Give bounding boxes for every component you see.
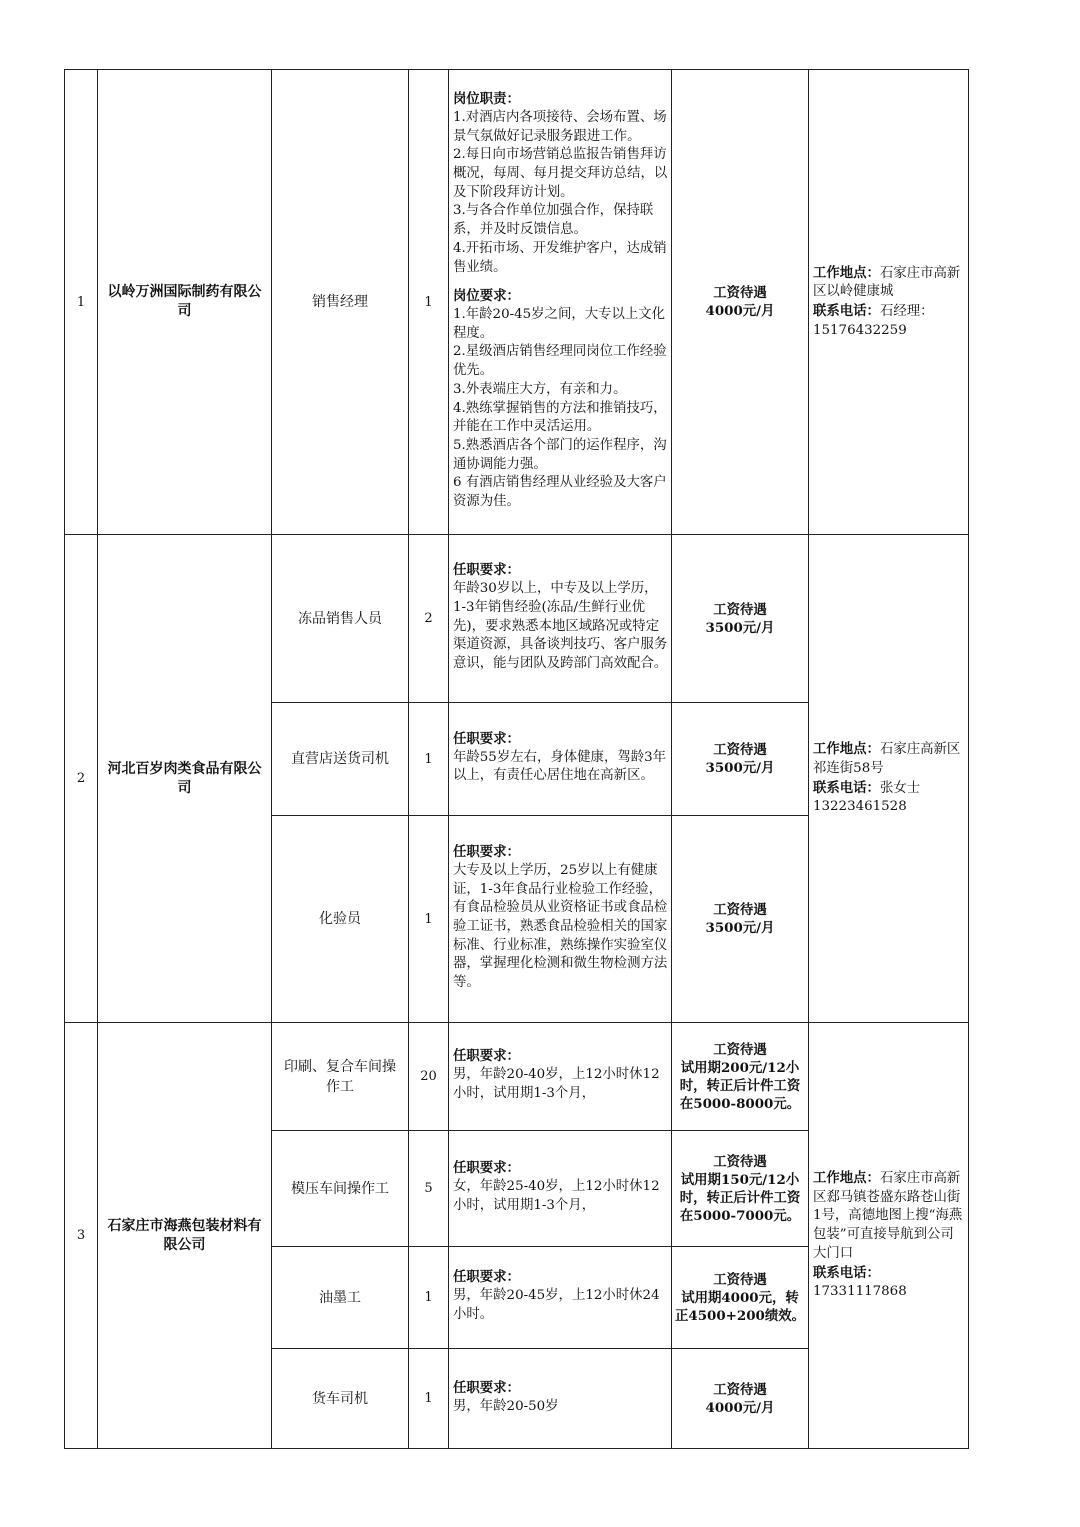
requirement-item: 男，年龄20-40岁，上12小时休12小时，试用期1-3个月， <box>453 1067 660 1101</box>
salary-heading: 工资待遇 <box>713 742 767 758</box>
headcount: 20 <box>409 1023 449 1131</box>
salary-heading: 工资待遇 <box>713 601 767 618</box>
salary-cell <box>672 70 809 535</box>
salary-value: 试用期4000元，转正4500+200绩效。 <box>675 1289 806 1324</box>
table-row <box>65 1023 969 1131</box>
headcount: 2 <box>409 535 449 703</box>
salary-value: 3500元/月 <box>705 920 775 936</box>
duty-item: 3.与各合作单位加强合作，保持联系，并及时反馈信息。 <box>453 203 654 238</box>
job-description <box>449 70 672 535</box>
salary-heading: 工资待遇 <box>713 285 767 301</box>
requirement-item: 男，年龄20-45岁，上12小时休24小时。 <box>453 1288 660 1322</box>
requirement-item: 4.熟练掌握销售的方法和推销技巧，并能在工作中灵活运用。 <box>453 400 667 435</box>
salary-cell <box>672 1131 809 1247</box>
job-description <box>449 1247 672 1349</box>
phone-label: 联系电话： <box>813 1264 880 1281</box>
address-value: 石家庄市高新区以岭健康城 <box>813 265 961 300</box>
duty-item: 4.开拓市场、开发维护客户，达成销售业绩。 <box>453 240 667 275</box>
requirement-item: 年龄55岁左右，身体健康，驾龄3年以上，有责任心居住地在高新区。 <box>453 749 667 784</box>
salary-cell <box>672 816 809 1023</box>
salary-value: 4000元/月 <box>705 303 775 319</box>
position-title: 化验员 <box>272 816 409 1023</box>
headcount: 1 <box>409 1349 449 1449</box>
company-name: 以岭万洲国际制药有限公司 <box>98 70 272 535</box>
contact-cell <box>809 70 969 535</box>
requirement-item: 6 有酒店销售经理从业经验及大客户资源为佳。 <box>453 475 667 510</box>
table-row <box>65 535 969 703</box>
job-description <box>449 1023 672 1131</box>
requirements-heading: 任职要求： <box>453 562 520 579</box>
company-number: 2 <box>65 535 98 1023</box>
phone-label: 联系电话： <box>813 779 880 796</box>
phone-value: 17331117868 <box>813 1284 907 1300</box>
phone-value: 石经理：15176432259 <box>813 304 934 338</box>
salary-heading: 工资待遇 <box>713 1271 767 1288</box>
headcount: 1 <box>409 816 449 1023</box>
phone-value: 张女士13223461528 <box>813 780 921 815</box>
requirements-heading: 任职要求： <box>453 730 520 747</box>
company-name: 河北百岁肉类食品有限公司 <box>98 535 272 1023</box>
company-number: 1 <box>65 70 98 535</box>
job-description <box>449 1131 672 1247</box>
position-title: 销售经理 <box>272 70 409 535</box>
phone-label: 联系电话： <box>813 303 880 319</box>
company-name: 石家庄市海燕包装材料有限公司 <box>98 1023 272 1449</box>
company-number: 3 <box>65 1023 98 1449</box>
requirements-heading: 任职要求： <box>453 1269 520 1286</box>
requirement-item: 大专及以上学历，25岁以上有健康证，1-3年食品行业检验工作经验，有食品检验员从业资格证书或食品检验工证书，熟悉食品检验相关的国家标准、行业标准，熟练操作实验室仪器，掌握理化检测和微生物检测方法等。 <box>453 862 668 991</box>
salary-value: 3500元/月 <box>705 619 775 636</box>
position-title: 印刷、复合车间操作工 <box>272 1023 409 1131</box>
position-title: 模压车间操作工 <box>272 1131 409 1247</box>
salary-cell <box>672 1023 809 1131</box>
job-description <box>449 535 672 703</box>
requirements-heading: 任职要求： <box>453 1379 520 1396</box>
contact-cell <box>809 1023 969 1449</box>
position-title: 油墨工 <box>272 1247 409 1349</box>
position-title: 冻品销售人员 <box>272 535 409 703</box>
salary-value: 4000元/月 <box>705 1399 775 1416</box>
requirement-item: 1.年龄20-45岁之间，大专以上文化程度。 <box>453 307 666 341</box>
requirement-item: 年龄30岁以上，中专及以上学历，1-3年销售经验(冻品/生鲜行业优先)，要求熟悉本地区域路况或特定渠道资源，具备谈判技巧、客户服务意识，能与团队及跨部门高效配合。 <box>453 581 668 671</box>
duty-item: 2.每日向市场营销总监报告销售拜访概况，每周、每月提交拜访总结，以及下阶段拜访计划。 <box>453 147 668 200</box>
address-label: 工作地点： <box>813 741 880 758</box>
requirement-item: 女，年龄25-40岁，上12小时休12小时，试用期1-3个月， <box>453 1179 660 1213</box>
position-title: 直营店送货司机 <box>272 703 409 816</box>
address-label: 工作地点： <box>813 264 880 281</box>
job-description <box>449 816 672 1023</box>
contact-cell <box>809 535 969 1023</box>
salary-heading: 工资待遇 <box>713 1153 767 1170</box>
requirement-item: 5.熟悉酒店各个部门的运作程序，沟通协调能力强。 <box>453 437 667 472</box>
salary-value: 试用期200元/12小时，转正后计件工资在5000-8000元。 <box>679 1059 801 1112</box>
salary-cell <box>672 1349 809 1449</box>
job-description <box>449 703 672 816</box>
requirements-heading: 任职要求： <box>453 1160 520 1177</box>
salary-heading: 工资待遇 <box>713 1041 767 1058</box>
salary-value: 3500元/月 <box>705 760 775 776</box>
salary-cell <box>672 1247 809 1349</box>
position-title: 货车司机 <box>272 1349 409 1449</box>
salary-heading: 工资待遇 <box>713 902 767 918</box>
address-value: 石家庄市高新区郄马镇苍盛东路苍山街1号，高德地图上搜“海燕包装”可直接导航到公司大门口 <box>813 1171 963 1261</box>
headcount: 1 <box>409 703 449 816</box>
headcount: 1 <box>409 70 449 535</box>
duties-heading: 岗位职责： <box>453 91 520 108</box>
table-row <box>65 70 969 535</box>
salary-heading: 工资待遇 <box>713 1381 767 1398</box>
headcount: 1 <box>409 1247 449 1349</box>
salary-cell <box>672 535 809 703</box>
salary-value: 试用期150元/12小时，转正后计件工资在5000-7000元。 <box>679 1171 801 1224</box>
job-description <box>449 1349 672 1449</box>
requirement-item: 2.星级酒店销售经理同岗位工作经验优先。 <box>453 344 667 379</box>
address-label: 工作地点： <box>813 1170 880 1187</box>
address-value: 石家庄高新区祁连街58号 <box>813 742 961 776</box>
requirement-item: 3.外表端庄大方，有亲和力。 <box>453 381 627 397</box>
requirements-heading: 任职要求： <box>453 844 520 861</box>
requirements-heading: 任职要求： <box>453 1048 520 1065</box>
job-listing-table <box>64 69 969 1449</box>
requirements-heading: 岗位要求： <box>453 288 520 305</box>
salary-cell <box>672 703 809 816</box>
requirement-item: 男，年龄20-50岁 <box>453 1398 559 1414</box>
duty-item: 1.对酒店内各项接待、会场布置、场景气氛做好记录服务跟进工作。 <box>453 109 667 144</box>
headcount: 5 <box>409 1131 449 1247</box>
